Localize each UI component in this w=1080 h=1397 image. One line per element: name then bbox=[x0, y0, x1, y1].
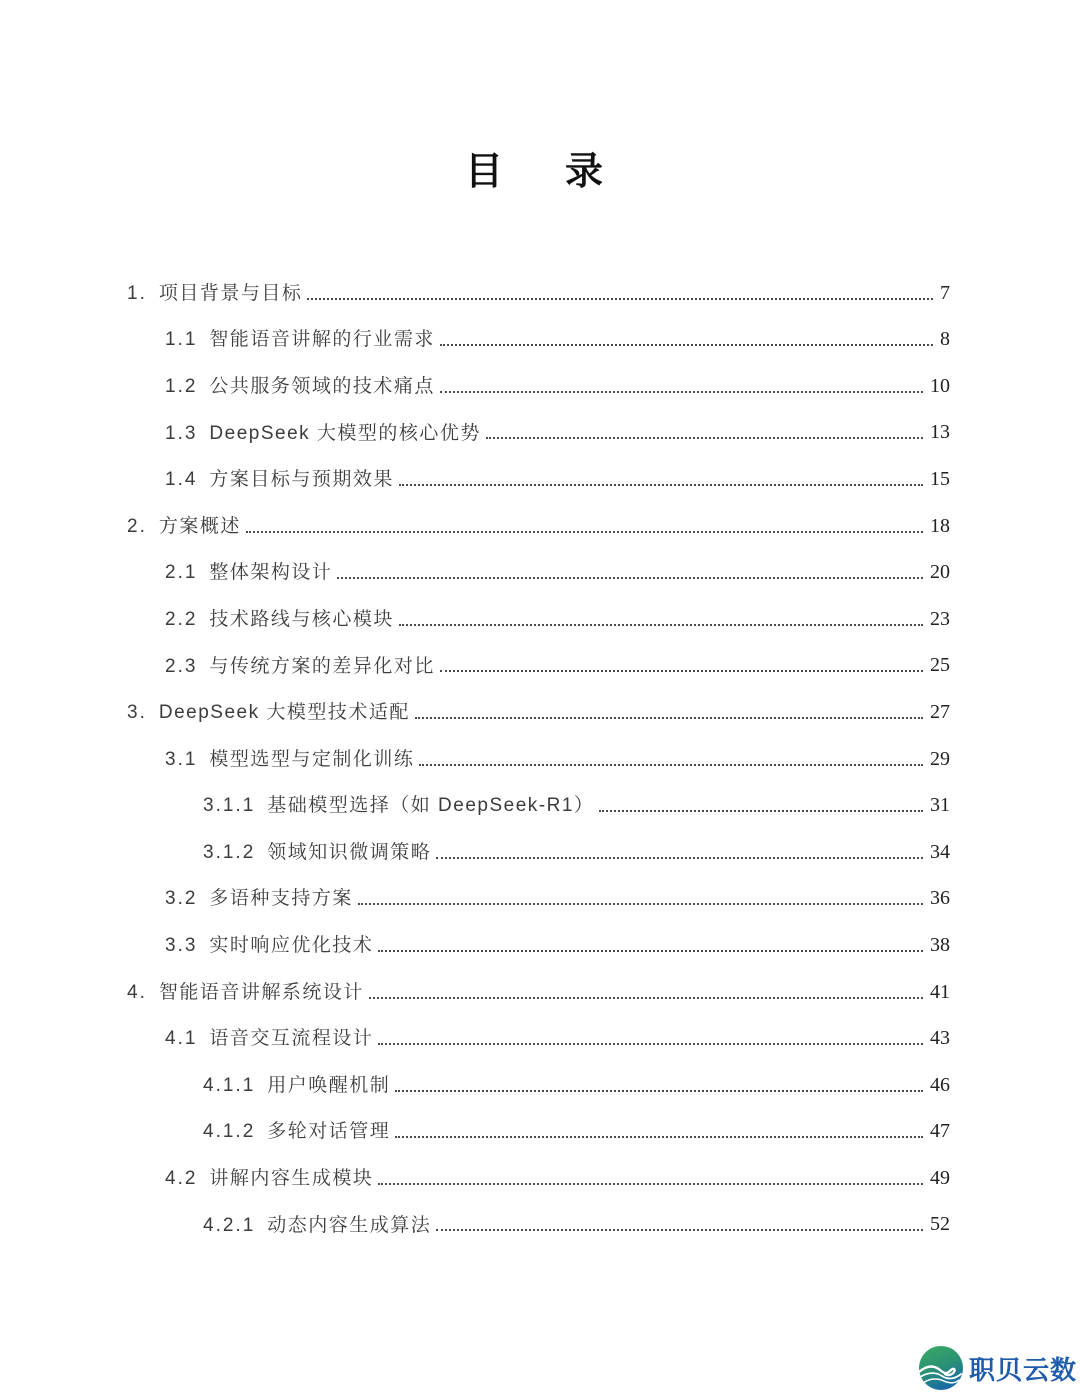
toc-entry bbox=[127, 724, 950, 771]
toc-entry-label: 用户唤醒机制 bbox=[267, 1074, 391, 1096]
brand-logo-icon bbox=[918, 1345, 964, 1391]
toc-dot-leader bbox=[436, 1229, 923, 1231]
toc-dot-leader bbox=[369, 997, 923, 999]
toc-entry-number: 4.2.1 bbox=[203, 1214, 256, 1236]
toc-dot-leader bbox=[440, 344, 933, 346]
toc-entry-number: 4.2 bbox=[165, 1168, 198, 1190]
toc-entry-number: 2.3 bbox=[165, 655, 198, 677]
brand-name: 职贝云数 bbox=[968, 1354, 1077, 1385]
toc-dot-leader bbox=[415, 717, 923, 719]
toc-page-number: 10 bbox=[930, 374, 950, 397]
toc-page-number: 52 bbox=[930, 1213, 950, 1236]
toc-entry-number: 1.1 bbox=[165, 329, 198, 351]
toc-dot-leader bbox=[436, 857, 923, 859]
toc-entry bbox=[127, 1004, 950, 1051]
toc-entry-number: 3.1.1 bbox=[203, 795, 256, 817]
toc-entry-label: 技术路线与核心模块 bbox=[209, 608, 394, 630]
toc-entry bbox=[127, 1190, 950, 1237]
toc-entry bbox=[127, 1097, 950, 1144]
toc-entry-label: 基础模型选择（如 DeepSeek-R1） bbox=[267, 795, 595, 817]
toc-dot-leader bbox=[440, 670, 923, 672]
toc-dot-leader bbox=[337, 577, 923, 579]
toc-dot-leader bbox=[378, 950, 923, 952]
toc-entry-label: DeepSeek 大模型的核心优势 bbox=[209, 422, 481, 444]
toc-entry bbox=[127, 864, 950, 911]
toc-page-number: 38 bbox=[930, 933, 950, 956]
toc-entry-label: 方案目标与预期效果 bbox=[209, 469, 394, 491]
toc-entry-number: 1.3 bbox=[165, 422, 198, 444]
toc-entry bbox=[127, 398, 950, 445]
toc-entry-label: 动态内容生成算法 bbox=[267, 1214, 432, 1236]
toc-entry-label: 讲解内容生成模块 bbox=[209, 1168, 374, 1190]
toc-entry-label: 语音交互流程设计 bbox=[209, 1028, 374, 1050]
toc-entry bbox=[127, 538, 950, 585]
toc-entry bbox=[127, 957, 950, 1004]
toc-page-number: 8 bbox=[940, 328, 950, 351]
toc-entry bbox=[127, 677, 950, 724]
toc-page-number: 27 bbox=[930, 700, 950, 723]
toc-page-number: 13 bbox=[930, 421, 950, 444]
toc-entry-number: 4. bbox=[127, 981, 147, 1003]
toc-entry bbox=[127, 444, 950, 491]
toc-entry-number: 2.2 bbox=[165, 608, 198, 630]
toc-entry-label: 方案概述 bbox=[158, 515, 241, 537]
toc-entry bbox=[127, 258, 950, 305]
toc-dot-leader bbox=[440, 391, 923, 393]
toc-entry-number: 2.1 bbox=[165, 562, 198, 584]
toc-entry bbox=[127, 584, 950, 631]
toc-entry-label: 领域知识微调策略 bbox=[267, 841, 432, 863]
toc-dot-leader bbox=[399, 484, 923, 486]
toc-entry bbox=[127, 1143, 950, 1190]
toc-entry-number: 3.2 bbox=[165, 888, 198, 910]
toc-entry-label: 多语种支持方案 bbox=[209, 888, 353, 910]
toc-dot-leader bbox=[358, 903, 923, 905]
toc-page-number: 23 bbox=[930, 607, 950, 630]
toc-entry-label: 项目背景与目标 bbox=[158, 282, 303, 304]
toc-entry-number: 1.4 bbox=[165, 469, 198, 491]
toc-dot-leader bbox=[399, 624, 923, 626]
toc-dot-leader bbox=[419, 764, 923, 766]
toc-dot-leader bbox=[378, 1043, 923, 1045]
toc-dot-leader bbox=[486, 437, 923, 439]
toc-page-number: 20 bbox=[930, 561, 950, 584]
toc-entry-label: 公共服务领域的技术痛点 bbox=[209, 375, 435, 397]
toc-page-number: 47 bbox=[930, 1120, 950, 1143]
toc-entry-number: 4.1.2 bbox=[203, 1121, 256, 1143]
toc-entry bbox=[127, 771, 950, 818]
toc-page-number: 49 bbox=[930, 1166, 950, 1189]
toc-entry-label: 模型选型与定制化训练 bbox=[209, 748, 415, 770]
toc-entry-label: 智能语音讲解的行业需求 bbox=[209, 329, 435, 351]
toc-dot-leader bbox=[378, 1183, 923, 1185]
toc-page-number: 7 bbox=[940, 281, 950, 304]
brand-footer bbox=[918, 1345, 1077, 1391]
toc-entry bbox=[127, 491, 950, 538]
toc-entry-number: 2. bbox=[127, 515, 147, 537]
toc-dot-leader bbox=[246, 531, 923, 533]
toc-entry-number: 3.1.2 bbox=[203, 841, 256, 863]
toc-page-number: 18 bbox=[930, 514, 950, 537]
toc-list bbox=[127, 258, 950, 1236]
toc-entry-number: 4.1 bbox=[165, 1028, 198, 1050]
page-title: 目 录 bbox=[464, 151, 615, 193]
toc-entry-label: 多轮对话管理 bbox=[267, 1121, 391, 1143]
toc-dot-leader bbox=[307, 298, 933, 300]
toc-entry bbox=[127, 910, 950, 957]
toc-entry-number: 3. bbox=[127, 702, 147, 724]
toc-page-number: 29 bbox=[930, 747, 950, 770]
toc-entry-label: 与传统方案的差异化对比 bbox=[209, 655, 435, 677]
toc-entry-label: DeepSeek 大模型技术适配 bbox=[158, 702, 410, 724]
toc-page-number: 31 bbox=[930, 794, 950, 817]
toc-entry-number: 1.2 bbox=[165, 375, 198, 397]
toc-page-number: 43 bbox=[930, 1027, 950, 1050]
toc-page-number: 34 bbox=[930, 840, 950, 863]
toc-entry-label: 智能语音讲解系统设计 bbox=[158, 981, 364, 1003]
toc-dot-leader bbox=[599, 810, 923, 812]
toc-page-number: 46 bbox=[930, 1073, 950, 1096]
toc-entry-number: 3.3 bbox=[165, 935, 198, 957]
toc-entry-label: 整体架构设计 bbox=[209, 562, 333, 584]
toc-entry bbox=[127, 631, 950, 678]
toc-page-number: 25 bbox=[930, 654, 950, 677]
toc-page-number: 41 bbox=[930, 980, 950, 1003]
toc-entry-number: 4.1.1 bbox=[203, 1074, 256, 1096]
toc-dot-leader bbox=[395, 1136, 923, 1138]
toc-entry bbox=[127, 351, 950, 398]
toc-entry bbox=[127, 305, 950, 352]
toc-entry-number: 3.1 bbox=[165, 748, 198, 770]
toc-page-number: 15 bbox=[930, 467, 950, 490]
toc-entry-number: 1. bbox=[127, 282, 147, 304]
toc-dot-leader bbox=[395, 1090, 923, 1092]
toc-entry bbox=[127, 1050, 950, 1097]
toc-page-number: 36 bbox=[930, 887, 950, 910]
toc-entry-label: 实时响应优化技术 bbox=[209, 935, 374, 957]
toc-entry bbox=[127, 817, 950, 864]
